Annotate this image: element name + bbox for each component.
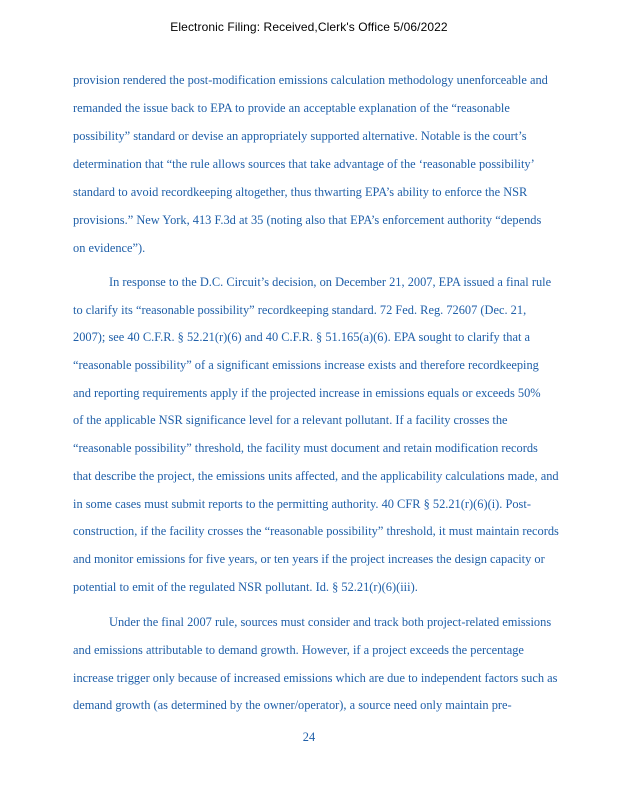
text-line: and reporting requirements apply if the projected increase in emissions equals or exceeds 50% [73,385,541,400]
text-line: and monitor emissions for five years, or ten years if the project increases the design capacity or [73,551,545,566]
text-line: 2007); see 40 C.F.R. § 52.21(r)(6) and 40 C.F.R. § 51.165(a)(6). EPA sought to clarify that a [73,330,530,345]
text-line: demand growth (as determined by the owner/operator), a source need only maintain pre- [73,698,512,713]
text-line: determination that “the rule allows sources that take advantage of the ‘reasonable possibility’ [73,157,535,171]
text-line: in some cases must submit reports to the permitting authority. 40 CFR § 52.21(r)(6)(i). Post- [73,496,531,511]
paragraph-1 [73,66,613,262]
text-line: and emissions attributable to demand growth. However, if a project exceeds the percentage [73,642,524,657]
text-line: potential to emit of the regulated NSR pollutant. Id. § 52.21(r)(6)(iii). [73,579,418,594]
text-line: Under the final 2007 rule, sources must consider and track both project-related emissions [109,615,552,630]
text-line: to clarify its “reasonable possibility” recordkeeping standard. 72 Fed. Reg. 72607 (Dec. 21, [73,302,527,317]
text-line: increase trigger only because of increased emissions which are due to independent factors such as [73,670,558,685]
text-line: of the applicable NSR significance level for a relevant pollutant. If a facility crosses the [73,413,508,428]
electronic-filing-header: Electronic Filing: Received,Clerk's Office 5/06/2022 [170,20,448,34]
document-body [73,66,613,720]
text-line: provision rendered the post-modification emissions calculation methodology unenforceable and [73,73,548,87]
text-line: standard to avoid recordkeeping altogether, thus thwarting EPA’s ability to enforce the NSR [73,185,528,199]
text-line: provisions.” New York, 413 F.3d at 35 (noting also that EPA’s enforcement authority “depends [73,213,542,227]
text-line: In response to the D.C. Circuit’s decision, on December 21, 2007, EPA issued a final rule [109,275,552,289]
page-number: 24 [302,730,316,744]
text-line: possibility” standard or devise an appropriately supported alternative. Notable is the court’s [73,129,527,143]
text-line: that describe the project, the emissions units affected, and the applicability calculations made, and [73,468,559,483]
paragraph-3 [73,609,613,720]
text-line: on evidence”). [73,241,146,255]
text-line: remanded the issue back to EPA to provide an acceptable explanation of the “reasonable [73,101,510,115]
text-line: “reasonable possibility” of a significant emissions increase exists and therefore recordkeeping [73,358,539,373]
text-line: construction, if the facility crosses the “reasonable possibility” threshold, it must maintain records [73,524,559,539]
paragraph-2 [73,269,613,601]
text-line: “reasonable possibility” threshold, the facility must document and retain modification records [73,441,538,456]
